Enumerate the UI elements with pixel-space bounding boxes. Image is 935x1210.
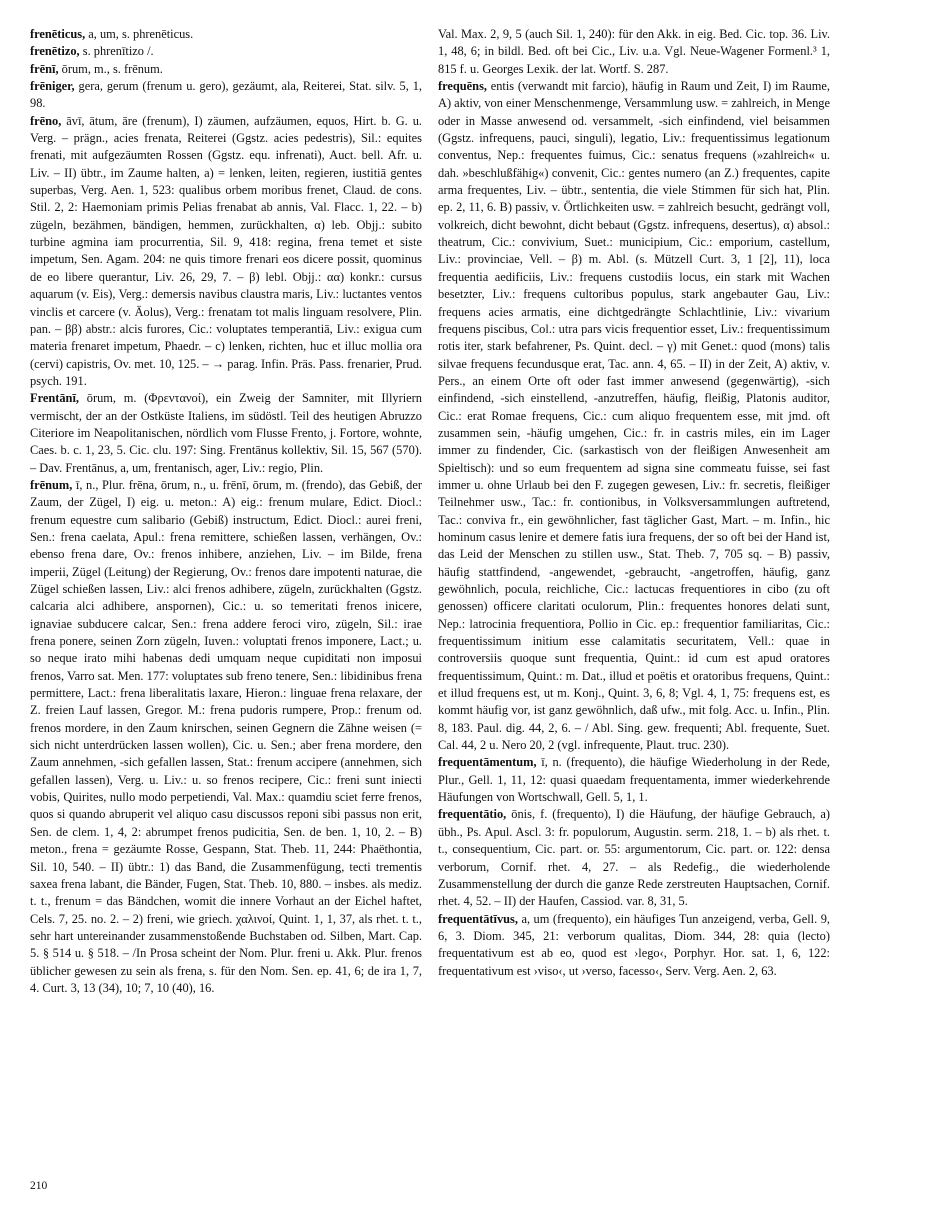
dictionary-page (30, 26, 918, 1176)
dictionary-entry-continued (438, 26, 830, 78)
entry-text: entis (verwandt mit farcio), häufig in Raum und Zeit, I) im Raume, A) aktiv, von einer Menschenmenge, Versammlung usw. = zahlreich, in Menge oder in Masse anwesend od. versammelt, -sich einfindend, viel beisammen (Ggstz. infrequens, pauci, singuli), legatio, Liv.: frequentissimus legationum conventus, Nep.: frequentes fuimus, Cic.: senatus frequens (»zahlreich« u. dah. »beschlußfähig«) convenit, Cic.: gentes numero (an Z.) frequentes, capite arma frequentes, Liv. – übtr., sententia, die viele Stimmen für sich hat, Plin. ep. 2, 11, 6. B) passiv, v. Örtlichkeiten usw. = zahlreich besucht, gedrängt voll, volkreich, dicht bewohnt, dicht bebaut (Ggstz. infrequens, desertus), α) absol.: theatrum, Cic.: convivium, Suet.: municipium, Cic.: emporium, castellum, Liv.: provinciae, Vell. – β) m. Abl. (s. Mützell Curt. 3, 1 [2], 11), loca frequentia aedificiis, Liv.: frequens custodiis locus, ein stark mit Wachen besetzter, Liv.: frequens cultoribus populus, stark angebauter Gau, Liv.: frequens acies armatis, eine dichtgedrängte Schlachtlinie, Liv.: vivarium frequens piscibus, Col.: utra pars vicis frequentior esset, Liv.: frequentissimum rotis iter, stark befahrener, Ps. Quint. decl. – γ) mit Genet.: quod (mons) talis silvae frequens fecundusque erat, Tac. ann. 4, 65. – II) in der Zeit, A) aktiv, v. Pers., an einem Orte oft oder fast immer anwesend (gegenwärtig), -sich einfindend, -sich einstellend, -anzutreffen, häufig, fleißig, Platonis auditor, Cic.: erat Romae frequens, Cic.: cum aliquo frequentem esse, mit jmd. oft zusammen sein, -häufig umgehen, Cic.: fr. in castris miles, ein im Lager immer zu findender, Cic. (sarkastisch von der fleißigen Anwesenheit am Spieltisch): und so eum frequentem ad signa sine commeatu fuisse, sei fast immer u. ohne Urlaub bei den F. zugegen gewesen, Liv.: fr. secretis, fleißiger Teilnehmer usw., Tac.: fr. contionibus, in Volksversammlungen auftretend, Tac.: conviva fr., ein gewöhnlicher, fast täglicher Gast, Mart. – m. Infin., hic hominum casus lenire et demere fatis iura frequens, der so oft bei der Hand ist, das Leid der Menschen zu stillen usw., Stat. Theb. 7, 705 sq. – B) passiv, häufig stattfindend, -angewendet, -gebraucht, -angetroffen, häufig, ganz gewöhnlich, pocula, reichliche, Cic.: lactucas frequentiores in cibo (zu oft genossen) officere claritati oculorum, Plin.: frequentes honores delati sunt, Nep.: latrocinia frequentiora, Pollio in Cic. ep.: frequentior familiaritas, Cic.: frequentissimum initium esse calamitatis securitatem, Vell.: quae in controversiis quoque sunt frequentia, Quint.: id cum est apud oratores frequentissimum, Quint.: m. Dat., illud et poëtis et oratoribus frequens, Quint.: et illud frequens est, ut m. Konj., Quint. 3, 6, 8; Vgl. 4, 1, 75: frequens est, es kommt häufig vor, ist ganz gewöhnlich, daß ufw., mit folg. Acc. u. Infin., Plin. 8, 183. Paul. dig. 44, 2, 6. – / Abl. Sing. gew. frequenti; Abl. frequente, Suet. Cal. 44, 2 u. Nero 20, 2 (vgl. infrequente, Plaut. truc. 230). (438, 79, 830, 753)
entry-headword: frequentāmentum, (438, 755, 537, 770)
entry-headword: frequentātio, (438, 807, 507, 822)
page-number: 210 (30, 1180, 48, 1192)
dictionary-entry (30, 477, 422, 997)
entry-text: ōrum, m., s. frēnum. (58, 61, 163, 76)
right-column (438, 26, 830, 1176)
entry-headword: frequēns, (438, 79, 487, 94)
entry-headword: frēno, (30, 113, 62, 128)
dictionary-entry (438, 754, 830, 806)
dictionary-entry (30, 390, 422, 477)
left-column (30, 26, 422, 1176)
entry-headword: frēnī, (30, 61, 59, 76)
entry-headword: frēnum, (30, 477, 73, 492)
dictionary-entry (30, 43, 422, 60)
entry-text: ōrum, m. (Φρεντανοί), ein Zweig der Samniter, mit Illyriern vermischt, der an der Ostküste Italiens, im südöstl. Teil des heutigen Abruzzo Citeriore im Neapolitanischen, nördlich vom Flusse Frento, j. Fortore, wohnte, Caes. b. c. 1, 23, 5. Cic. clu. 197: Sing. Frentānus kollektiv, Sil. 15, 567 (570). – Dav. Frentānus, a, um, frentanisch, ager, Liv.: regio, Plin. (30, 391, 422, 475)
dictionary-entry (30, 26, 422, 43)
entry-headword: frenēticus, (30, 27, 86, 41)
entry-headword: Frentānī, (30, 391, 79, 406)
dictionary-entry (30, 61, 422, 78)
entry-text: āvī, ātum, āre (frenum), I) zäumen, aufzäumen, equos, Hirt. b. G. u. Verg. – prägn., acies frenata, Reiterei (Ggstz. acies pedestris), Sil.: equites frenati, mit aufgezäumten Rossen (Ggstz. equ. infrenati), Auct. bell. Afr. u. Liv. – II) übtr., im Zaume halten, a) = lenken, leiten, regieren, iustitiā gentes superbas, Verg. Aen. 1, 523: qualibus orbem moribus frenet, Claud. de cons. Stil. 2, 2: Haemoniam primis Pelias frenabat ab annis, Val. Flacc. 1, 22. – b) zügeln, bezähmen, bändigen, hemmen, zurückhalten, α) leb. Objj.: subito turbine agmina iam procurrentia, Sil. 9, 418: regina, frena temet et siste impetum, Sen. Agam. 204: ne quis timore frenari eos dicere possit, quominus de eo libere querantur, Liv. 26, 29, 7. – β) lebl. Objj.: αα) konkr.: cursus aquarum (v. Eis), Verg.: demersis navibus claustra maris, Liv.: luctantes ventos vinclis et carcere (v. Äolus), Verg.: frenatam tot malis linguam resolvere, Plin. pan. – ββ) abstr.: alcis furores, Cic.: voluptates temperantiā, Liv.: exigua cum materia frenaret impetum, Phaedr. – c) lenken, richten, huc et illuc mollia ora (cervi) capistris, Ov. met. 10, 125. – → parag. Infin. Präs. Pass. frenarier, Prud. psych. 191. (30, 113, 422, 388)
dictionary-entry (438, 806, 830, 910)
entry-text: ōnis, f. (frequento), I) die Häufung, der häufige Gebrauch, a) übh., Ps. Apul. Ascl. 3: fr. populorum, Augustin. serm. 218, 1. – b) als rhet. t. t., consequentium, Cic. part. or. 55: argumentorum, Cic. part. or. 122: densa verborum, Cornif. rhet. 4, 27. – als Redefig., die wiederholende Zusammenstellung der durch die ganze Rede zerstreuten Hauptsachen, Cornif. rhet. 4, 52. – II) der Haufen, Cassiod. var. 8, 31, 5. (438, 807, 830, 909)
entry-headword: frēniger, (30, 79, 75, 94)
entry-text: ī, n. (frequento), die häufige Wiederholung in der Rede, Plur., Gell. 1, 11, 12: quasi quaedam frequentamenta, immer wiederkehrende Häufungen von Wortschwall, Gell. 5, 1, 1. (438, 755, 830, 805)
entry-headword: frenētizo, (30, 44, 80, 59)
entry-text: a, um, s. phrenēticus. (85, 27, 194, 41)
entry-text: gera, gerum (frenum u. gero), gezäumt, ala, Reiterei, Stat. silv. 5, 1, 98. (30, 79, 422, 111)
dictionary-entry (30, 78, 422, 113)
entry-text: s. phrenītizo /. (79, 44, 154, 59)
dictionary-entry (438, 78, 830, 754)
dictionary-entry (30, 113, 422, 391)
entry-text: Val. Max. 2, 9, 5 (auch Sil. 1, 240): für den Akk. in eig. Bed. Cic. top. 36. Liv. 1, 48, 6; in bildl. Bed. oft bei Cic., Liv. u.a. Vgl. Neue-Wagener Formenl.³ 1, 815 f. u. Georges Lexik. der lat. Wortf. S. 287. (438, 27, 830, 76)
entry-text: ī, n., Plur. frēna, ōrum, n., u. frēnī, ōrum, m. (frendo), das Gebiß, der Zaum, der Zügel, I) eig. u. meton.: A) eig.: frenum mulare, Edict. Diocl.: frenum equestre cum salibario (Gebiß) instructum, Edict. Diocl.: aurei freni, Sen.: frena caelata, Apul.: frena remittere, schießen lassen, verhängen, Ov.: ebenso frena dare, Ov.: frenos inhibere, anziehen, Liv. – im Bilde, frena imperii, Zügel (Leitung) der Regierung, Ov.: frenos dare impotenti naturae, die Zügel schießen lassen, Liv.: alci frenos adhibere, zügeln, zurückhalten (Ggstz. calcaria alci adhibere, anspornen), Cic.: u. so temeritati frenos inicere, ignaviae subducere calcar, Sen.: frena addere feroci viro, zügeln, Sil.: irae frena ponere, seinen Zorn zügeln, Iuven.: voluptati frenos imponere, Lact.; u. so neque irato mihi habenas dedi umquam neque cupiditati non imposui frenos, Varro sat. Men. 177: voluptates sub freno tenere, Sen.: libidinibus frena permittere, Lact.: frena liberalitatis laxare, Hieron.: linguae frena relaxare, der Z. freien Lauf lassen, Gregor. M.: frena pudoris rumpere, Prop.: frenum od. frenos mordere, in den Zaum knirschen, seinen Gegnern die Zähne weisen (= sich nicht unterdrücken lassen wollen), Cic. u. Sen.; aber frena mordere, den Zaum annehmen, -sich gefallen lassen, Stat.: frenum accipere (annehmen, sich gefallen lassen), Verg. u. Liv.: u. so frenos recipere, Cic.: freni sunt iniecti vobis, Quirites, nullo modo perpetiendi, Val. Max.: quamdiu sciet ferre frenos, quos si quando abruperit vel aliquo casu discussos reponi sibi passus non erit, Sen. de clem. 1, 4, 2: abrumpet frenos pudicitia, Sen. de ben. 1, 10, 2. – B) meton., frena = gezäumte Rosse, Gespann, Stat. Theb. 11, 244: Phaëthontia, Sil. 10, 540. – II) übtr.: 1) das Band, die Zusammenfügung, tecti trementis saxea frena labant, die Bänder, Fugen, Stat. Theb. 10, 880. – insbes. als mediz. t. t., frenum = das Bändchen, womit die innere Vorhaut an der Eichel haftet, Cels. 7, 25. no. 2. – 2) freni, wie griech. χαλινοί, Quint. 1, 1, 37, als rhet. t. t., sehr hart untereinander zusammenstoßende Buchstaben od. Silben, Mart. Cap. 5. § 514 u. § 518. – /In Prosa scheint der Nom. Plur. freni u. Akk. Plur. frenos üblicher gewesen zu sein als frena, s. für den Nom. Sen. ep. 41, 6; de ira 1, 7, 4. Curt. 3, 13 (34), 10; 7, 10 (40), 16. (30, 477, 422, 995)
entry-text: a, um (frequento), ein häufiges Tun anzeigend, verba, Gell. 9, 6, 3. Diom. 345, 21: verborum qualitas, Diom. 344, 28: quia (lecto) frequentativum est ab eo, quod est ›lego‹, Porphyr. Hor. sat. 1, 6, 122: frequentativum est ›viso‹, ut ›verso, facesso‹, Serv. Verg. Aen. 2, 63. (438, 911, 830, 978)
dictionary-entry (438, 911, 830, 980)
entry-headword: frequentātīvus, (438, 911, 518, 926)
